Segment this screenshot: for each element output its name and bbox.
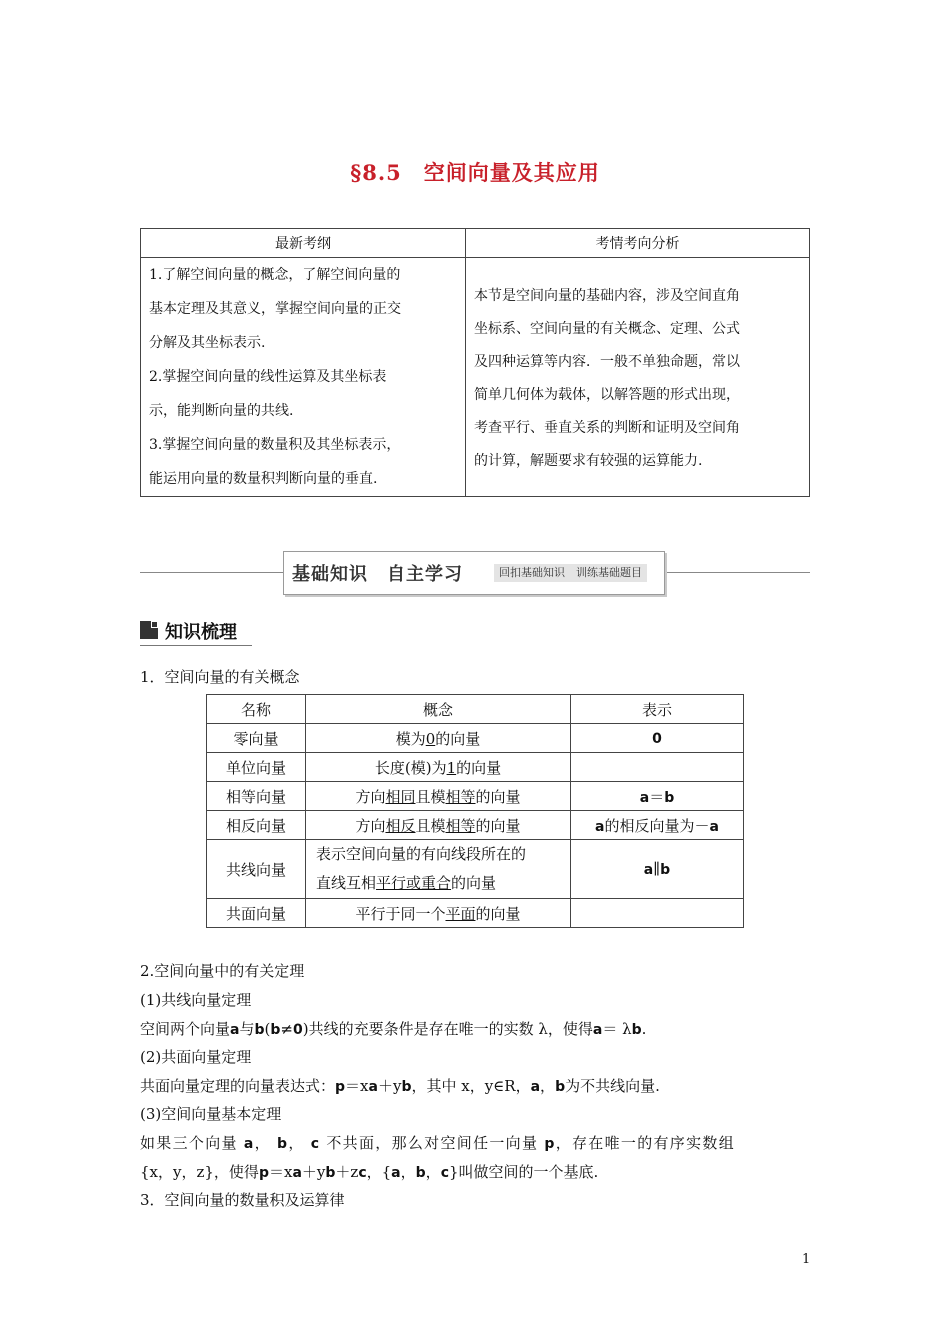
row-name: 共面向量 [207, 899, 306, 928]
req-left-line: 3.掌握空间向量的数量积及其坐标表示， [149, 437, 401, 453]
req-left-line: 示，能判断向量的共线. [149, 403, 294, 419]
table-row [207, 753, 744, 782]
section-title: 知识梳理 [165, 622, 237, 643]
section-banner [283, 551, 665, 595]
req-right-line: 及四种运算等内容．一般不单独命题，常以 [474, 354, 740, 370]
square-bullet-icon [140, 621, 158, 639]
req-right-line: 考查平行、垂直关系的判断和证明及空间角 [474, 420, 740, 436]
req-header-left: 最新考纲 [141, 229, 466, 258]
row-name: 单位向量 [207, 753, 306, 782]
row-name: 相等向量 [207, 782, 306, 811]
table-row [207, 724, 744, 753]
req-left-line: 分解及其坐标表示. [149, 335, 266, 351]
theorem3-text-line2: {x，y，z}，使得p＝xa＋yb＋zc，{a，b，c}叫做空间的一个基底. [140, 1163, 599, 1181]
req-right-line: 简单几何体为载体，以解答题的形式出现， [474, 387, 740, 403]
row-rep [571, 753, 744, 782]
req-left-cell [141, 258, 466, 497]
row-rep: a的相反向量为－a [571, 811, 744, 840]
table-row [207, 782, 744, 811]
table-row [207, 899, 744, 928]
theorem2-text: 共面向量定理的向量表达式：p＝xa＋yb，其中 x，y∈R，a，b为不共线向量. [140, 1077, 660, 1095]
row-name: 零向量 [207, 724, 306, 753]
req-right-cell [466, 258, 810, 497]
theorem3-title: (3)空间向量基本定理 [140, 1105, 282, 1123]
table-row [207, 840, 744, 899]
theorem1-title: (1)共线向量定理 [140, 991, 252, 1009]
theorem1-text: 空间两个向量a与b(b≠0)共线的充要条件是存在唯一的实数 λ，使得a＝ λb. [140, 1020, 647, 1038]
req-right-line: 本节是空间向量的基础内容，涉及空间直角 [474, 288, 740, 304]
item2-heading: 2.空间向量中的有关定理 [140, 962, 305, 980]
banner-subtitle: 回扣基础知识 训练基础题目 [494, 564, 647, 582]
row-rep [571, 899, 744, 928]
requirements-table [140, 228, 810, 497]
req-left-line: 2.掌握空间向量的线性运算及其坐标表 [149, 369, 387, 385]
req-right-line: 的计算，解题要求有较强的运算能力. [474, 453, 703, 469]
req-right-line: 坐标系、空间向量的有关概念、定理、公式 [474, 321, 740, 337]
section-heading [140, 617, 252, 646]
concept-header-name: 名称 [207, 695, 306, 724]
banner-title: 基础知识 自主学习 [292, 564, 463, 585]
theorem3-text-line1: 如果三个向量 a， b， c 不共面，那么对空间任一向量 p，存在唯一的有序实数组 [140, 1134, 735, 1152]
item3-heading: 3．空间向量的数量积及运算律 [140, 1191, 345, 1209]
row-rep: a∥b [571, 840, 744, 899]
row-concept: 平行于同一个平面的向量 [306, 899, 571, 928]
req-left-line: 基本定理及其意义，掌握空间向量的正交 [149, 301, 401, 317]
req-left-line: 1.了解空间向量的概念，了解空间向量的 [149, 267, 401, 283]
table-row [207, 811, 744, 840]
page-number: 1 [802, 1252, 811, 1267]
row-concept: 表示空间向量的有向线段所在的 直线互相平行或重合的向量 [306, 840, 571, 899]
page-title: §8.5 空间向量及其应用 [350, 160, 600, 185]
row-rep: 0 [571, 724, 744, 753]
req-left-line: 能运用向量的数量积判断向量的垂直. [149, 471, 378, 487]
theorem2-title: (2)共面向量定理 [140, 1048, 252, 1066]
row-name: 相反向量 [207, 811, 306, 840]
row-concept: 长度(模)为1的向量 [306, 753, 571, 782]
row-concept: 方向相反且模相等的向量 [306, 811, 571, 840]
row-name: 共线向量 [207, 840, 306, 899]
concept-header-concept: 概念 [306, 695, 571, 724]
req-header-right: 考情考向分析 [466, 229, 810, 258]
concept-table [206, 694, 744, 928]
row-concept: 模为0的向量 [306, 724, 571, 753]
row-concept: 方向相同且模相等的向量 [306, 782, 571, 811]
concept-header-rep: 表示 [571, 695, 744, 724]
item1-heading: 1．空间向量的有关概念 [140, 668, 300, 686]
row-rep: a＝b [571, 782, 744, 811]
